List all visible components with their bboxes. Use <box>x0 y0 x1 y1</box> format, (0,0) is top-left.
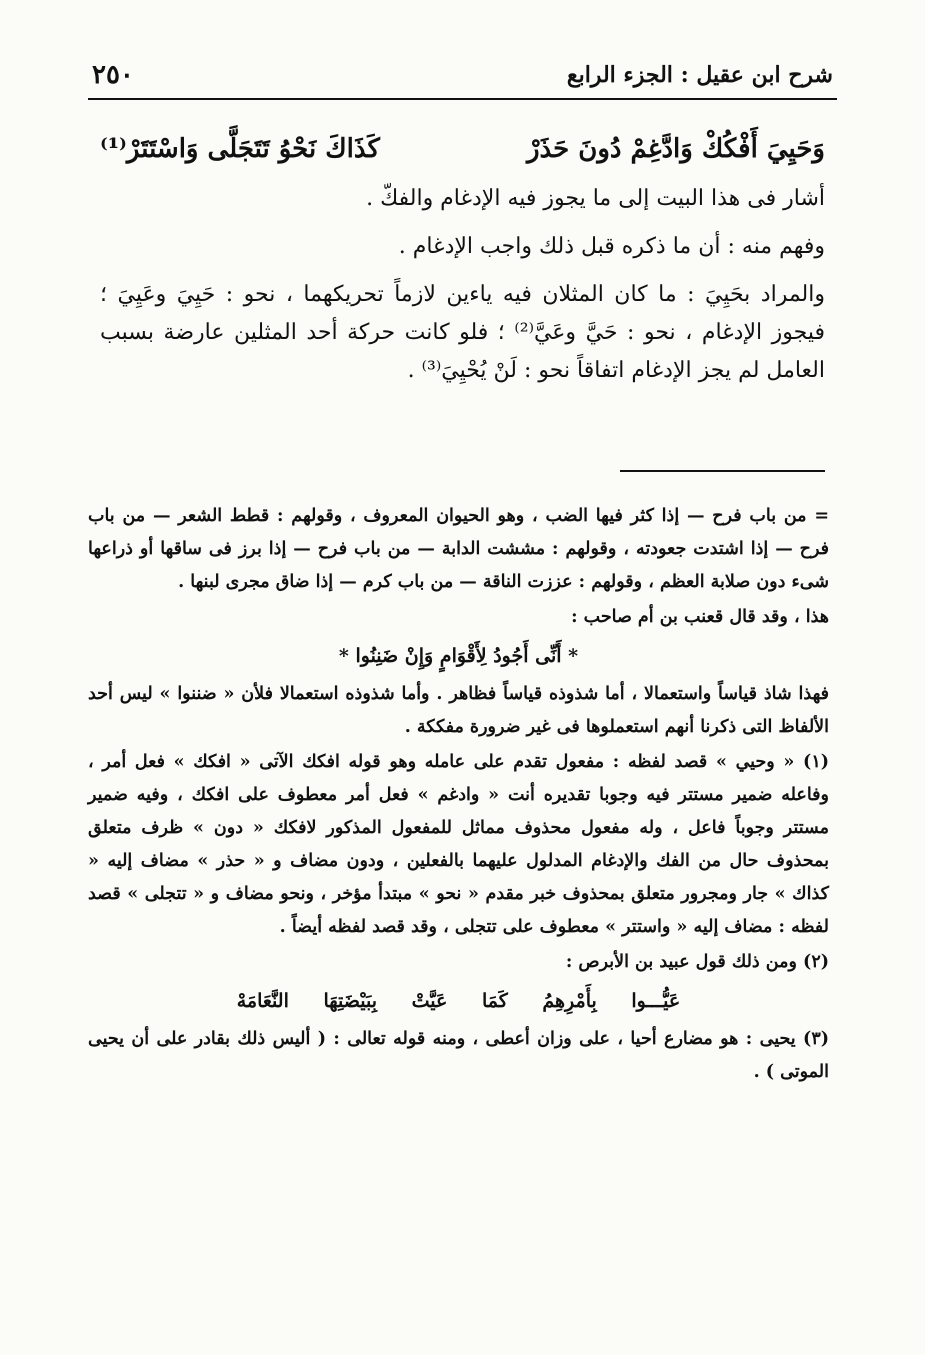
alfiyya-verse <box>100 118 825 180</box>
commentary-paragraph: والمراد بحَيِيَ : ما كان المثلان فيه ياءين لازماً تحريكهما ، نحو : حَيِيَ وعَيِيَ ؛ فيجوز الإدغام ، نحو : حَيَّ وعَيَّ⁽²⁾ ؛ فلو كانت حركة أحد المثلين عارضة بسبب العامل لم يجز الإدغام اتفاقاً نحو : لَنْ يُحْيِيَ⁽³⁾ . <box>100 282 825 383</box>
verse-first-hemistich: وَحَيِيَ أَفْكُكْ وَادَّغِمْ دُونَ حَذَرْ <box>526 134 825 164</box>
verse-second-hemistich: كَذَاكَ نَحْوُ تَتَجَلَّى وَاسْتَتَرْ⁽¹⁾ <box>100 134 380 164</box>
main-text <box>100 118 825 400</box>
footnote-2: (٢) ومن ذلك قول عبيد بن الأبرص : <box>565 952 829 972</box>
footnote-intro-line: هذا ، وقد قال قعنب بن أم صاحب : <box>571 607 829 627</box>
footnote-verse: * أَنِّى أَجُودُ لِأَقْوَامٍ وَإِنْ ضَنِنُوا * <box>338 645 579 667</box>
footnote-continuation: = من باب فرح — إذا كثر فيها الضب ، وهو الحيوان المعروف ، وقولهم : قطط الشعر — من باب فرح — إذا اشتدت جعودته ، وقولهم : مششت الدابة — من باب فرح — إذا برز فى ساقها أو ذراعها شىء دون صلابة العظم ، وقولهم : عززت الناقة — من باب كرم — إذا ضاق مجرى لبنها . <box>88 506 829 592</box>
commentary-paragraph: وفهم منه : أن ما ذكره قبل ذلك واجب الإدغام . <box>398 234 825 259</box>
footnote-1: (١) « وحيي » قصد لفظه : مفعول تقدم على عامله وهو قوله افكك الآتى « افكك » فعل أمر ، وفاعله ضمير مستتر فيه وجوبا تقديره أنت « وادغم » فعل أمر معطوف على افكك ، وفيه ضمير مستتر وجوباً فاعل ، وله مفعول محذوف مماثل للمفعول المذكور لافكك « دون » ظرف متعلق بمحذوف حال من الفك والإدغام المدلول عليهما بالفعلين ، ودون مضاف و « حذر » مضاف إليه « كذاك » جار ومجرور متعلق بمحذوف خبر مقدم « نحو » مبتدأ مؤخر ، ونحو مضاف و « تتجلى » قصد لفظه : مضاف إليه « واستتر » معطوف على تتجلى ، وقد قصد لفظه أيضاً . <box>88 752 829 937</box>
footnote-divider <box>620 470 825 472</box>
footnotes <box>88 500 829 1091</box>
footnote-3: (٣) يحيى : هو مضارع أحيا ، على وزان أعطى ، ومنه قوله تعالى : ( أليس ذلك بقادر على أن يحيى الموتى ) . <box>88 1029 829 1082</box>
footnote-verse: عَيُّـــوا بِأَمْرِهِمُ كَمَا عَيَّتْ بِبَيْضَتِهَا النَّعَامَهْ <box>236 990 681 1012</box>
commentary-paragraph: أشار فى هذا البيت إلى ما يجوز فيه الإدغام والفكّ . <box>366 186 825 211</box>
running-title: شرح ابن عقيل : الجزء الرابع <box>566 62 833 88</box>
page-number: ٢٥٠ <box>92 60 134 90</box>
footnote-paragraph: فهذا شاذ قياساً واستعمالا ، أما شذوذه قياساً فظاهر . وأما شذوذه استعمالا فلأن « ضننوا » ليس أحد الألفاظ التى ذكرنا أنهم استعملوها فى غير ضرورة مفككة . <box>88 684 829 737</box>
page-header <box>88 52 837 100</box>
